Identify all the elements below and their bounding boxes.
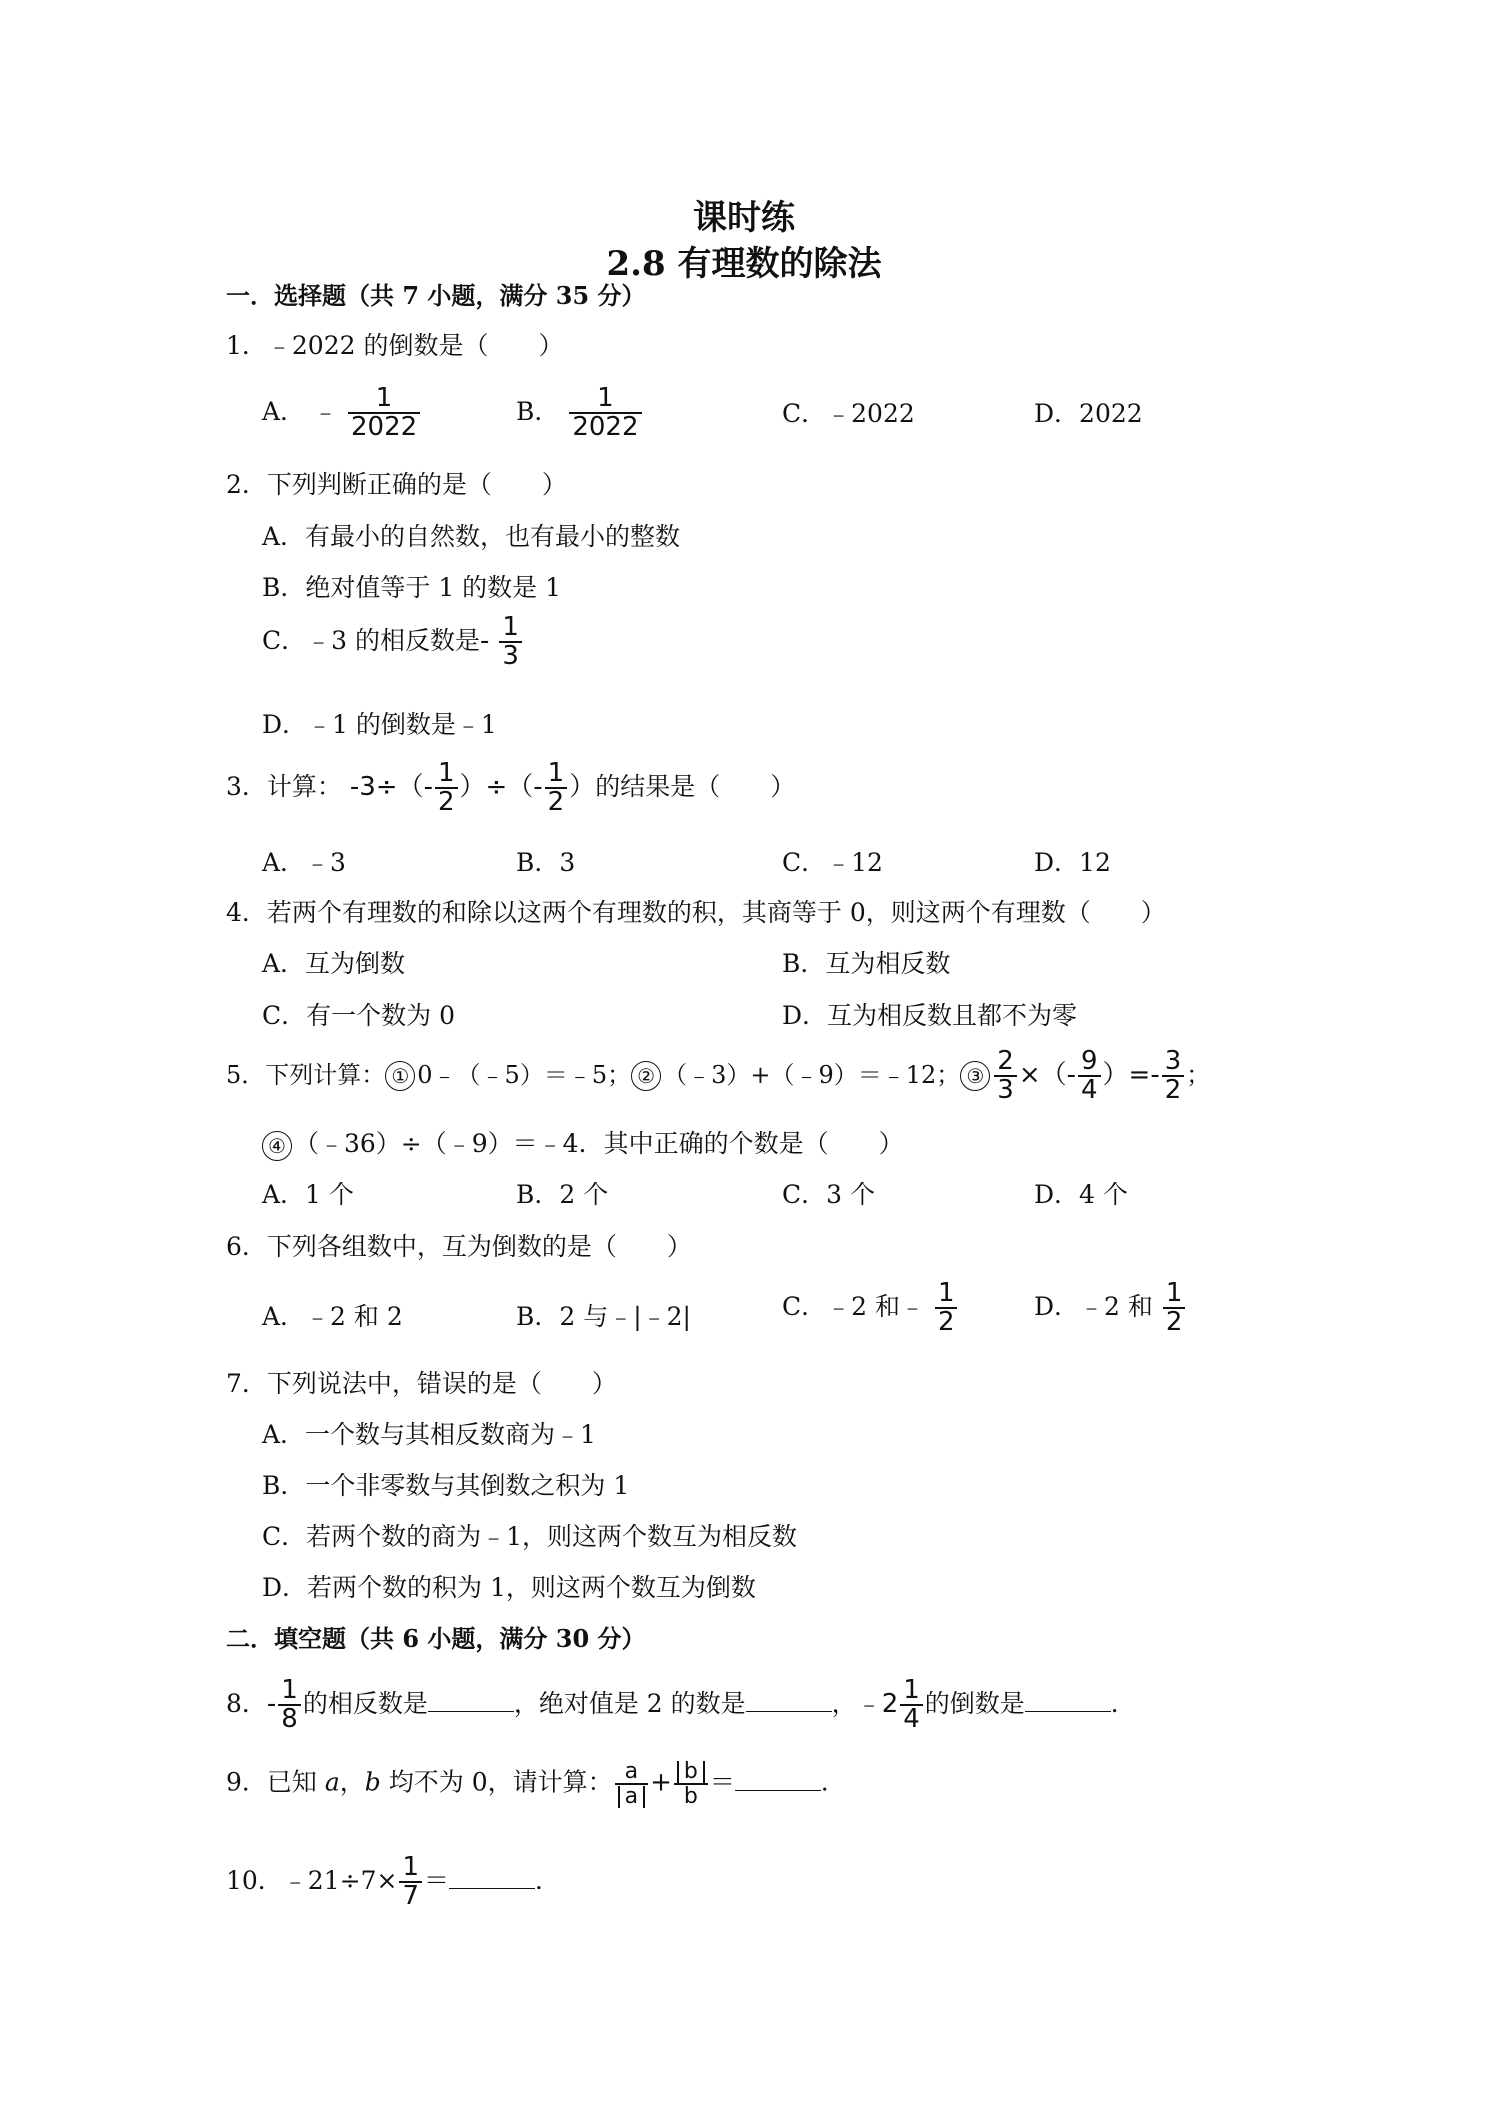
fraction: $\frac{a}{a}$ xyxy=(615,1760,648,1808)
question-4-option-d: D．互为相反数且都不为零 xyxy=(782,1001,1078,1030)
question-5-option-c: C．3 个 xyxy=(782,1180,875,1209)
answer-blank xyxy=(1025,1691,1111,1712)
fraction: $\frac{2}{3}$ xyxy=(994,1048,1017,1105)
fraction: $\frac{1}{2022}$ xyxy=(569,385,641,442)
question-5-option-b: B．2 个 xyxy=(516,1180,609,1209)
question-6-option-c: C．﹣2 和﹣ $\frac{1}{2}$ xyxy=(782,1280,959,1337)
question-9: 9．已知 a，b 均不为 0，请计算： $\frac{a}{a}$ + $\frac{b}{b}$ ＝ ． xyxy=(226,1759,846,1810)
question-6-option-b: B．2 与﹣|﹣2| xyxy=(516,1302,691,1331)
question-7-option-b: B．一个非零数与其倒数之积为 1 xyxy=(262,1471,630,1500)
question-8: 8．- $\frac{1}{8}$ 的相反数是 ，绝对值是 2 的数是 ，﹣2 $\frac{1}{4}$ 的倒数是 ． xyxy=(226,1675,1136,1735)
question-2-option-c: C．﹣3 的相反数是- $\frac{1}{3}$ xyxy=(262,614,524,671)
question-3-option-b: B．3 xyxy=(516,848,576,877)
question-4-option-b: B．互为相反数 xyxy=(782,949,951,978)
question-3-stem: 3．计算： -3÷（- $\frac{1}{2}$ ）÷（- $\frac{1}{2}$ ）的结果是（ ） xyxy=(226,758,796,818)
question-1-option-c: C．﹣2022 xyxy=(782,399,915,428)
fraction: $\frac{1}{4}$ xyxy=(900,1677,923,1734)
question-2-stem: 2．下列判断正确的是（ ） xyxy=(226,470,567,499)
question-6-option-d: D．﹣2 和 $\frac{1}{2}$ xyxy=(1034,1280,1187,1337)
question-1-option-d: D．2022 xyxy=(1034,399,1143,428)
question-3-option-d: D．12 xyxy=(1034,848,1111,877)
question-7-option-d: D．若两个数的积为 1，则这两个数互为倒数 xyxy=(262,1573,756,1602)
question-4-stem: 4．若两个有理数的和除以这两个有理数的积，其商等于 0，则这两个有理数（ ） xyxy=(226,898,1166,927)
question-5-option-a: A．1 个 xyxy=(262,1180,354,1209)
fraction: $\frac{b}{b}$ xyxy=(674,1760,708,1808)
question-2-option-b: B．绝对值等于 1 的数是 1 xyxy=(262,573,562,602)
question-5-option-d: D．4 个 xyxy=(1034,1180,1128,1209)
question-5-stem: 5．下列计算： ① 0﹣（﹣5）＝﹣5； ② （﹣3）+（﹣9）＝﹣12； ③ $\frac{2}{3}$ ×（- $\frac{9}{4}$ ）=- $\frac{3}{2}$ ； xyxy=(226,1046,1211,1106)
question-7-option-a: A．一个数与其相反数商为﹣1 xyxy=(262,1420,596,1449)
fraction: $\frac{3}{2}$ xyxy=(1162,1048,1185,1105)
answer-blank xyxy=(746,1691,832,1712)
fraction: $\frac{1}{7}$ xyxy=(399,1854,422,1911)
fraction: $\frac{1}{2}$ xyxy=(935,1280,958,1337)
page-subtitle: 2.8 有理数的除法 xyxy=(606,244,882,284)
question-4-option-a: A．互为倒数 xyxy=(262,949,406,978)
question-6-option-a: A．﹣2 和 2 xyxy=(262,1302,403,1331)
fraction: $\frac{1}{3}$ xyxy=(499,614,522,671)
fraction: $\frac{9}{4}$ xyxy=(1078,1048,1101,1105)
fraction: $\frac{1}{2}$ xyxy=(545,760,568,817)
fraction: $\frac{1}{8}$ xyxy=(278,1677,301,1734)
fraction: $\frac{1}{2}$ xyxy=(435,760,458,817)
question-7-option-c: C．若两个数的商为﹣1，则这两个数互为相反数 xyxy=(262,1522,798,1551)
question-2-option-a: A．有最小的自然数，也有最小的整数 xyxy=(262,522,681,551)
answer-blank xyxy=(428,1691,514,1712)
question-3-option-a: A．﹣3 xyxy=(262,848,346,877)
question-1-stem: 1．﹣2022 的倒数是（ ） xyxy=(226,331,564,360)
question-5-line-2: ④ （﹣36）÷（﹣9）＝﹣4．其中正确的个数是（ ） xyxy=(262,1124,904,1161)
answer-blank xyxy=(449,1868,535,1889)
page-title: 课时练 xyxy=(693,198,795,238)
question-7-stem: 7．下列说法中，错误的是（ ） xyxy=(226,1369,617,1398)
question-1-option-b: B． $\frac{1}{2022}$ xyxy=(516,385,644,442)
section1-heading: 一．选择题（共 7 小题，满分 35 分） xyxy=(226,281,646,310)
answer-blank xyxy=(735,1770,821,1791)
question-4-option-c: C．有一个数为 0 xyxy=(262,1001,455,1030)
question-10: 10．﹣21÷7× $\frac{1}{7}$ ＝ ． xyxy=(226,1852,561,1912)
fraction: $\frac{1}{2}$ xyxy=(1163,1280,1186,1337)
section2-heading: 二．填空题（共 6 小题，满分 30 分） xyxy=(226,1624,646,1653)
question-2-option-d: D．﹣1 的倒数是﹣1 xyxy=(262,710,497,739)
question-1-option-a: A． ﹣ $\frac{1}{2022}$ xyxy=(262,385,422,442)
fraction: $\frac{1}{2022}$ xyxy=(348,385,420,442)
question-3-option-c: C．﹣12 xyxy=(782,848,883,877)
question-6-stem: 6．下列各组数中，互为倒数的是（ ） xyxy=(226,1232,692,1261)
